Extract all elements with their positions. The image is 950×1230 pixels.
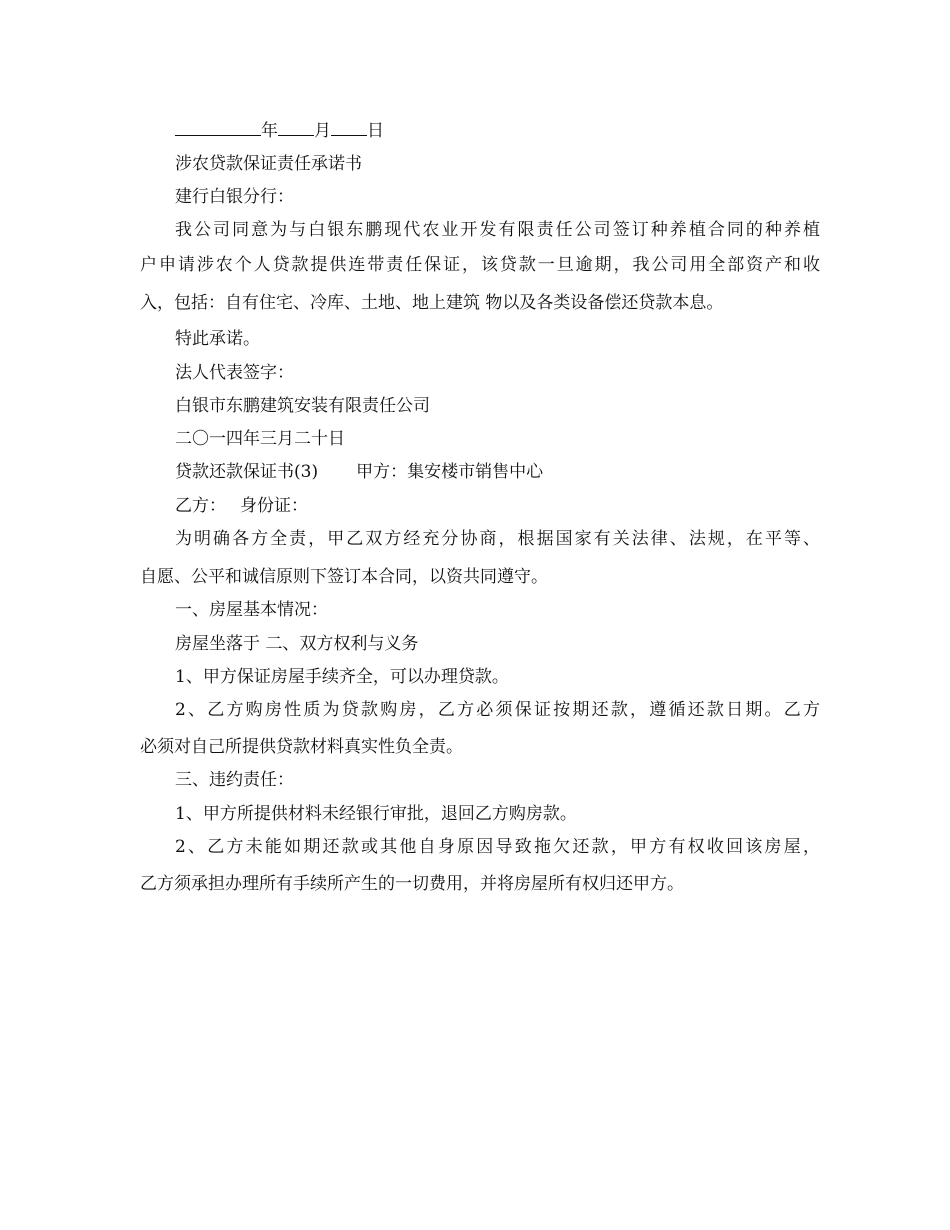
addressee: 建行白银分行： bbox=[175, 187, 294, 207]
section-heading: 一、房屋基本情况： bbox=[175, 600, 328, 620]
breach-clause-line: 2、乙方未能如期还款或其他自身原因导致拖欠还款，甲方有权收回该房屋， bbox=[175, 837, 820, 857]
party-a: 甲方：集安楼市销售中心 bbox=[356, 462, 544, 482]
company-name: 白银市东鹏建筑安装有限责任公司 bbox=[175, 396, 430, 416]
commitment-paragraph-line: 我公司同意为与白银东鹏现代农业开发有限责任公司签订种养植合同的种养植 bbox=[175, 220, 820, 240]
day-blank bbox=[331, 119, 367, 136]
year-label: 年 bbox=[261, 121, 278, 141]
closing-text: 特此承诺。 bbox=[175, 329, 260, 349]
commitment-paragraph-line: 户申请涉农个人贷款提供连带责任保证，该贷款一旦逾期，我公司用全部资产和收 bbox=[140, 255, 820, 275]
commitment-date: 二〇一四年三月二十日 bbox=[175, 429, 345, 449]
house-location: 房屋坐落于 二、双方权利与义务 bbox=[175, 634, 419, 654]
signature-label: 法人代表签字： bbox=[175, 363, 294, 383]
guarantee-title: 贷款还款保证书(3) bbox=[175, 462, 319, 482]
commitment-title: 涉农贷款保证责任承诺书 bbox=[175, 154, 362, 174]
id-label: 身份证： bbox=[240, 496, 308, 516]
party-b-line bbox=[175, 495, 820, 517]
clause-item-line: 必须对自己所提供贷款材料真实性负全责。 bbox=[140, 737, 463, 757]
intro-paragraph-line: 为明确各方全责，甲乙双方经充分协商，根据国家有关法律、法规，在平等、 bbox=[175, 529, 820, 549]
section-heading: 三、违约责任： bbox=[175, 770, 294, 790]
party-b-label: 乙方： bbox=[175, 496, 226, 516]
breach-clause: 1、甲方所提供材料未经银行审批，退回乙方购房款。 bbox=[175, 804, 577, 824]
clause-item: 1、甲方保证房屋手续齐全，可以办理贷款。 bbox=[175, 667, 509, 687]
date-blank-line bbox=[175, 119, 820, 142]
intro-paragraph-line: 自愿、公平和诚信原则下签订本合同，以资共同遵守。 bbox=[140, 567, 548, 587]
clause-item-line: 2、乙方购房性质为贷款购房，乙方必须保证按期还款，遵循还款日期。乙方 bbox=[175, 700, 820, 720]
commitment-paragraph-line: 入，包括：自有住宅、冷库、土地、地上建筑 物以及各类设备偿还贷款本息。 bbox=[140, 293, 724, 313]
day-label: 日 bbox=[367, 121, 384, 141]
month-label: 月 bbox=[314, 121, 331, 141]
month-blank bbox=[278, 119, 314, 136]
breach-clause-line: 乙方须承担办理所有手续所产生的一切费用，并将房屋所有权归还甲方。 bbox=[140, 874, 684, 894]
year-blank bbox=[175, 119, 261, 136]
guarantee-title-line bbox=[175, 461, 820, 483]
